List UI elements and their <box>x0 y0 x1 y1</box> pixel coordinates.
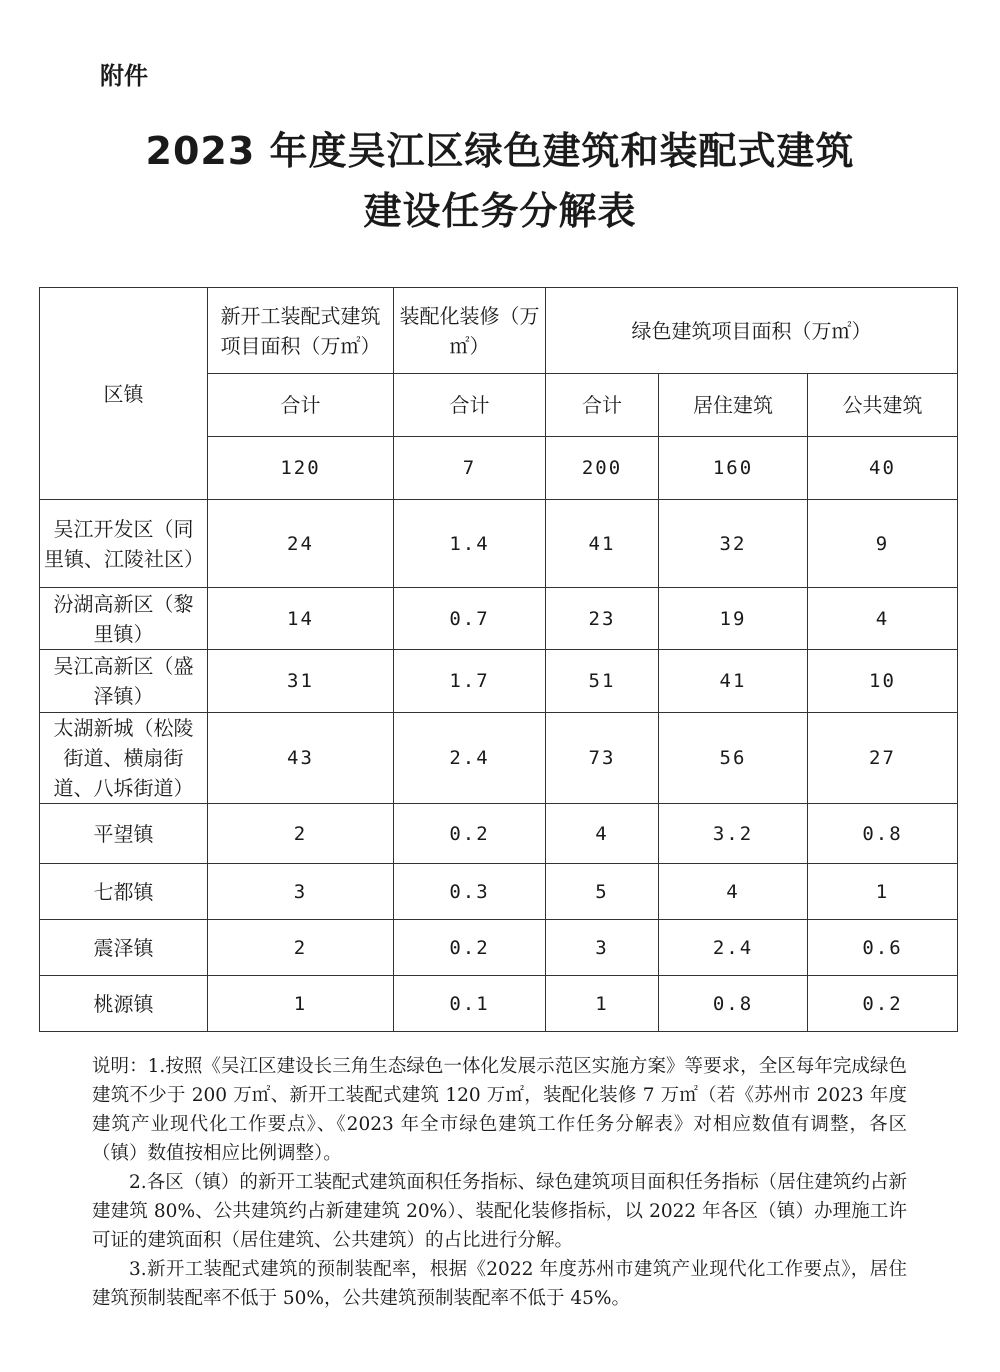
table-cell: 1.7 <box>394 650 546 713</box>
note-3: 3.新开工装配式建筑的预制装配率，根据《2022 年度苏州市建筑产业现代化工作要点》，居住建筑预制装配率不低于 50%，公共建筑预制装配率不低于 45%。 <box>92 1259 907 1309</box>
table-cell: 19 <box>659 588 808 650</box>
sub-total-green: 合计 <box>546 374 659 437</box>
district-name: 桃源镇 <box>40 976 208 1032</box>
table-cell: 0.2 <box>808 976 958 1032</box>
sub-total-prefab: 合计 <box>208 374 394 437</box>
sub-residential: 居住建筑 <box>659 374 808 437</box>
table-cell: 4 <box>808 588 958 650</box>
attachment-label: 附件 <box>100 62 148 90</box>
note-2: 2.各区（镇）的新开工装配式建筑面积任务指标、绿色建筑项目面积任务指标（居住建筑约占新建建筑 80%、公共建筑约占新建建筑 20%）、装配化装修指标，以 2022 年各区（镇）办理施工许可证的建筑面积（居住建筑、公共建筑）的占比进行分解。 <box>92 1172 907 1251</box>
table-cell: 27 <box>808 713 958 804</box>
table-row <box>40 500 958 588</box>
table-cell: 23 <box>546 588 659 650</box>
table-cell: 2 <box>208 804 394 864</box>
table-cell: 2.4 <box>659 920 808 976</box>
table-cell: 0.6 <box>808 920 958 976</box>
table-cell: 41 <box>546 500 659 588</box>
table-cell: 31 <box>208 650 394 713</box>
table-cell: 1.4 <box>394 500 546 588</box>
table-cell: 4 <box>659 864 808 920</box>
table-row <box>40 713 958 804</box>
sub-total-decor: 合计 <box>394 374 546 437</box>
table-cell: 1 <box>546 976 659 1032</box>
district-name: 汾湖高新区（黎里镇） <box>40 588 208 650</box>
table-cell: 32 <box>659 500 808 588</box>
table-cell: 3 <box>546 920 659 976</box>
table-cell: 3 <box>208 864 394 920</box>
table-row <box>40 588 958 650</box>
table-cell: 5 <box>546 864 659 920</box>
table-cell: 3.2 <box>659 804 808 864</box>
table-cell: 41 <box>659 650 808 713</box>
page-title-line2: 建设任务分解表 <box>363 189 637 233</box>
table-cell: 43 <box>208 713 394 804</box>
table-cell: 14 <box>208 588 394 650</box>
table-cell: 2.4 <box>394 713 546 804</box>
note-1: 说明：1.按照《吴江区建设长三角生态绿色一体化发展示范区实施方案》等要求，全区每年完成绿色建筑不少于 200 万㎡、新开工装配式建筑 120 万㎡，装配化装修 7 万㎡（若《苏州市 2023 年度建筑产业现代化工作要点》、《2023 年全市绿色建筑工作任务分解表》对相应数值有调整，各区（镇）数值按相应比例调整）。 <box>92 1056 907 1164</box>
header-district: 区镇 <box>40 288 208 500</box>
table-row <box>40 920 958 976</box>
header-green: 绿色建筑项目面积（万㎡） <box>546 288 958 374</box>
table-cell: 9 <box>808 500 958 588</box>
table-row <box>40 650 958 713</box>
table-cell: 4 <box>546 804 659 864</box>
table-cell: 51 <box>546 650 659 713</box>
table-cell: 0.8 <box>808 804 958 864</box>
district-name: 震泽镇 <box>40 920 208 976</box>
table-cell: 160 <box>659 437 808 500</box>
table-row <box>40 864 958 920</box>
district-name: 太湖新城（松陵街道、横扇街道、八坼街道） <box>40 713 208 804</box>
table-cell: 0.1 <box>394 976 546 1032</box>
table-cell: 0.3 <box>394 864 546 920</box>
task-table <box>39 287 958 1032</box>
notes-section <box>92 1052 907 1313</box>
table-cell: 0.2 <box>394 920 546 976</box>
table-row <box>40 976 958 1032</box>
header-decor: 装配化装修（万㎡） <box>394 288 546 374</box>
district-name: 吴江开发区（同里镇、江陵社区） <box>40 500 208 588</box>
table-cell: 1 <box>208 976 394 1032</box>
table-cell: 10 <box>808 650 958 713</box>
table-cell: 200 <box>546 437 659 500</box>
sub-public: 公共建筑 <box>808 374 958 437</box>
table-cell: 1 <box>808 864 958 920</box>
district-name: 平望镇 <box>40 804 208 864</box>
header-prefab: 新开工装配式建筑项目面积（万㎡） <box>208 288 394 374</box>
page-title-line1: 2023 年度吴江区绿色建筑和装配式建筑 <box>145 129 855 173</box>
table-cell: 0.8 <box>659 976 808 1032</box>
table-cell: 2 <box>208 920 394 976</box>
table-cell: 7 <box>394 437 546 500</box>
table-cell: 24 <box>208 500 394 588</box>
table-cell: 56 <box>659 713 808 804</box>
table-row <box>40 804 958 864</box>
table-cell: 0.2 <box>394 804 546 864</box>
table-cell: 40 <box>808 437 958 500</box>
table-cell: 120 <box>208 437 394 500</box>
table-cell: 73 <box>546 713 659 804</box>
table-cell: 0.7 <box>394 588 546 650</box>
district-name: 吴江高新区（盛泽镇） <box>40 650 208 713</box>
district-name: 七都镇 <box>40 864 208 920</box>
